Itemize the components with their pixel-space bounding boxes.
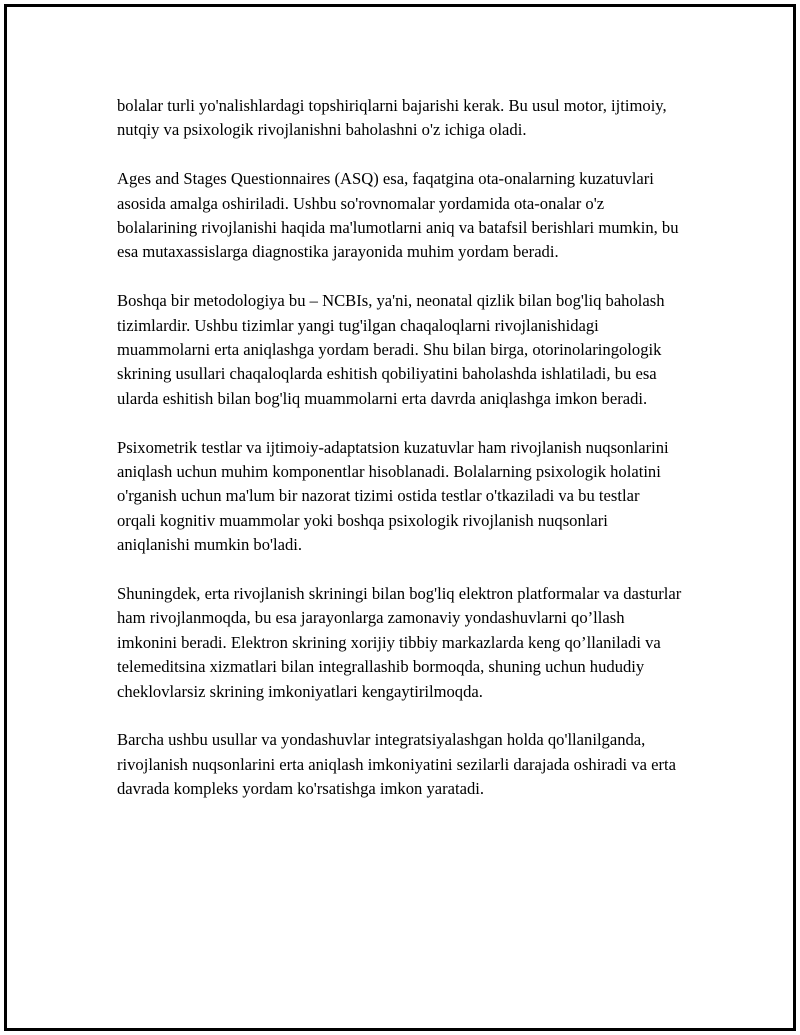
paragraph-6: Barcha ushbu usullar va yondashuvlar integratsiyalashgan holda qo'llanilganda, rivojlanish nuqsonlarini erta aniqlash imkoniyatini sezilarli darajada oshiradi va erta davrada kompleks yordam ko'rsatishga imkon yaratadi.	[117, 730, 676, 799]
paragraph-3: Boshqa bir metodologiya bu – NCBIs, ya'ni, neonatal qizlik bilan bog'liq baholash tizimlardir. Ushbu tizimlar yangi tug'ilgan chaqaloqlarni rivojlanishidagi muammolarni erta aniqlashga yordam beradi. Shu bilan birga, otorinolaringologik skrining usullari chaqaloqlarda eshitish qobiliyatini baholashda ishlatiladi, bu esa ularda eshitish bilan bog'liq muammolarni erta davrda aniqlashga imkon beradi.	[117, 291, 665, 408]
document-body	[117, 94, 682, 826]
paragraph-4: Psixometrik testlar va ijtimoiy-adaptatsion kuzatuvlar ham rivojlanish nuqsonlarini aniqlash uchun muhim komponentlar hisoblanadi. Bolalarning psixologik holatini o'rganish uchun ma'lum bir nazorat tizimi ostida testlar o'tkaziladi va bu testlar orqali kognitiv muammolar yoki boshqa psixologik rivojlanish nuqsonlari aniqlanishi mumkin bo'ladi.	[117, 437, 669, 555]
paragraph-2: Ages and Stages Questionnaires (ASQ) esa, faqatgina ota-onalarning kuzatuvlari asosida amalga oshiriladi. Ushbu so'rovnomalar yordamida ota-onalar o'z bolalarining rivojlanishi haqida ma'lumotlarni aniq va batafsil berishlari mumkin, bu esa mutaxassislarga diagnostika jarayonida muhim yordam beradi.	[117, 169, 679, 262]
paragraph-5: Shuningdek, erta rivojlanish skriningi bilan bog'liq elektron platformalar va dasturlar ham rivojlanmoqda, bu esa jarayonlarga zamonaviy yondashuvlarni qo’llash imkonini beradi. Elektron skrining xorijiy tibbiy markazlarda keng qo’llaniladi va telemeditsina xizmatlari bilan integrallashib bormoqda, shuning uchun hududiy cheklovlarsiz skrining imkoniyatlari kengaytirilmoqda.	[117, 584, 682, 701]
paragraph-1: bolalar turli yo'nalishlardagi topshiriqlarni bajarishi kerak. Bu usul motor, ijtimoiy, nutqiy va psixologik rivojlanishni baholashni o'z ichiga oladi.	[117, 96, 667, 140]
